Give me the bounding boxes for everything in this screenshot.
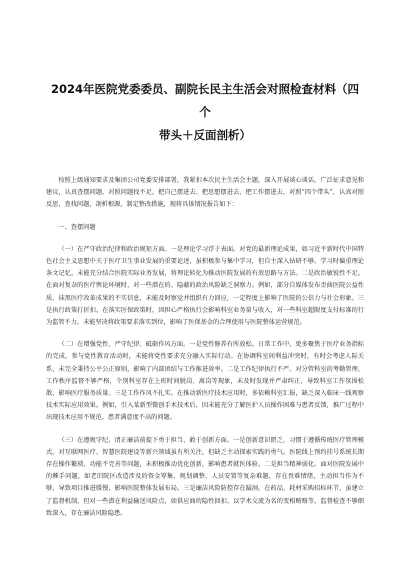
- title-line-2: 带头＋反面剖析）: [159, 128, 251, 142]
- paragraph-party-spirit: （二）在增强党性、严守纪律、砥砺作风方面。一是党性修养有所放松。日常工作中，更多聚焦于医疗业务指标的完成，参与党性教育活动时，未能将党性要求充分融入实际行动。在协调科室间利益冲突时，有时会考虑人际关系，未完全秉持公平公正原则，影响了内部团结与工作推进效率。二是工作纪律执行不严。对分管科室的考勤管理、工作秩序监督不够严格，个别科室存在上班时间脱岗、离岗等现象，未及时发现并严肃纠正，导致科室工作氛围松散，影响医疗服务质量。三是工作作风不扎实。在推动新医疗技术应用时，多依赖科室汇报，缺乏深入临床一线观察技术实际应用效果。例如，引入某新型微创手术技术后，因未能充分了解医护人员操作困难与患者反馈，推广过程中出现技术应用不规范、患者满意度不高的问题。: [46, 341, 364, 422]
- paragraph-political-discipline: （一）在严守政治纪律和政治规矩方面。一是理论学习浮于表面。对党的最新理论成果，如习近平新时代中国特色社会主义思想中关于医疗卫生事业发展的重要论述，虽积极参与集中学习，但自主深入钻研不够。学习时偏重理论条文记忆，未能充分结合医院实际业务发展，将理论转化为推动医院发展的有效思路与方法。二是政治敏锐性不足。在面对复杂的医疗舆论环境时，对一些潜在的、隐蔽的政治风险缺乏洞察力。例如，部分自媒体发布歪曲医院公益性质、抹黑医疗改革成果的不实信息，未能及时察觉并组织有力回应，一定程度上影响了医院的公信力与社会形象。三是执行政策打折扣。在落实医保政策时，因担心严格执行会影响科室业务量与收入，对一些科室超限度支付标准的行为监管不力，未能坚决将政策要求落实到位，影响了医保基金的合理使用与医院整体运营规范。: [46, 245, 364, 327]
- intro-paragraph: 按照上级通知要求及集团公司党委安排部署，我紧扣本次民主生活会主题，深入开展谈心谈话，广泛征求意见和建议，认真查摆问题，对照问题找不足，把自己摆进去、把思想摆进去、把工作摆进去，对照“四个带头”，认真对照反思，查找问题，剖析根源，制定整改措施，现将具体情况报告如下：: [46, 177, 364, 209]
- paragraph-innovation: （三）在遵规守纪、清正廉洁前提下勇于担当、敢于创新方面。一是创新意识匮乏，习惯于遵循传统医疗管理模式。对互联网医疗、智慧医院建设等新兴领域虽有所关注，但缺乏主动探索实践的勇气。医院线上预约挂号系统长期存在操作繁琐、功能不完善等问题，未积极推动优化创新，影响患者就医体验。二是担当精神弱化。面对医院发展中的棘手问题，如老旧院区改造涉及的资金筹集、规划调整、人员安置等复杂难题，存在畏难情绪，主动担当作为不够，导致项目推进缓慢，影响医院整体发展布局。三是廉洁风险防控存在漏洞。在药品、耗材采购招标环节，虽建立了监督机制，但对一些潜在利益输送风险点，如供应商的隐性回扣、以学术交流为名的变相贿赂等，监督检查不够细致深入，存在廉洁风险隐患。: [46, 436, 364, 517]
- title-line-1: 2024年医院党委委员、副院长民主生活会对照检查材料（四个: [50, 82, 359, 119]
- document-title: [46, 78, 364, 147]
- section-heading: 一、查摆问题: [58, 223, 96, 231]
